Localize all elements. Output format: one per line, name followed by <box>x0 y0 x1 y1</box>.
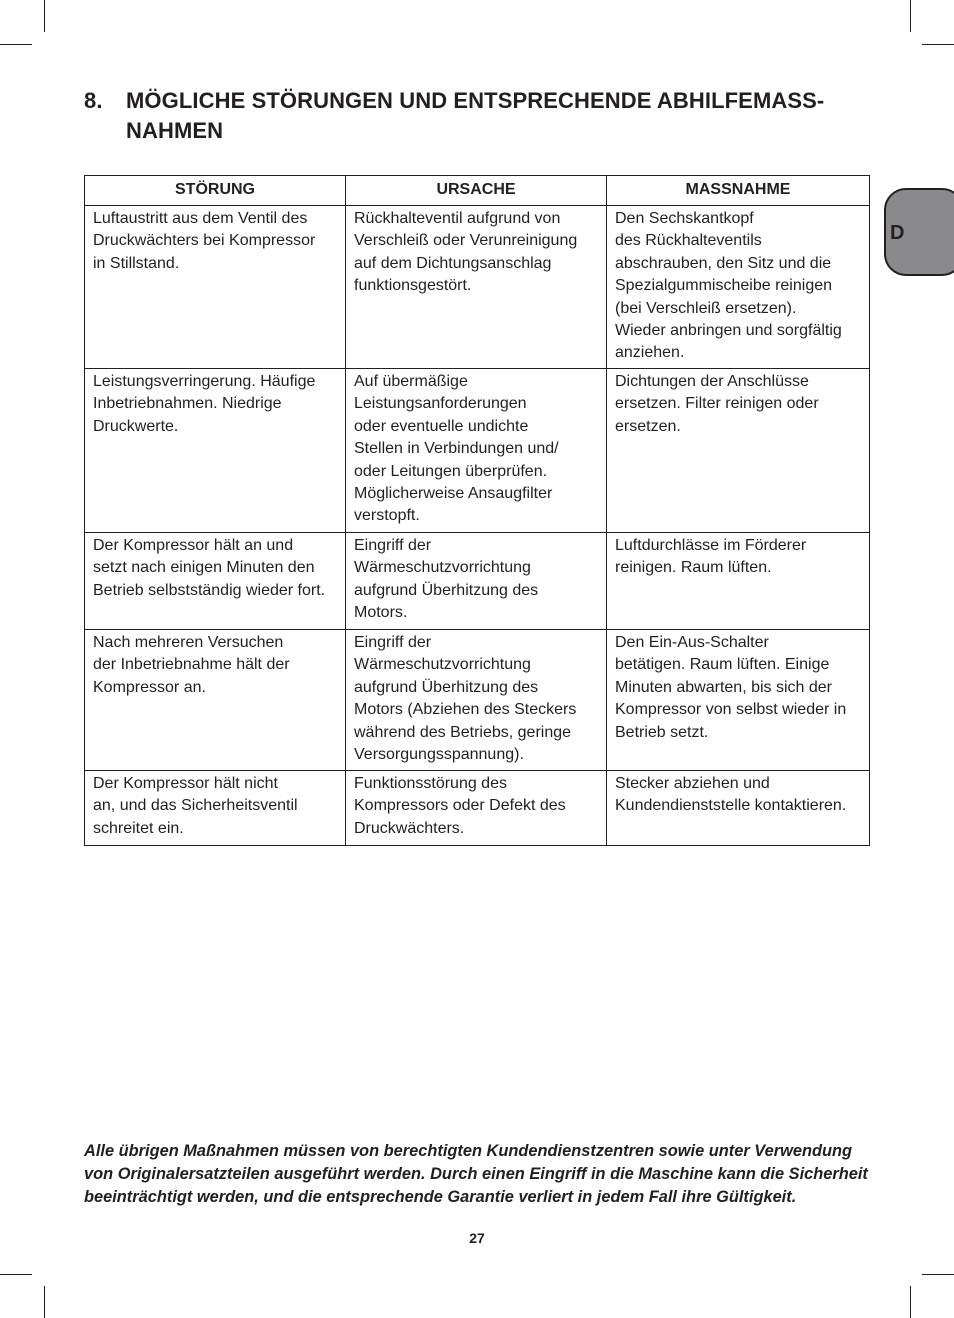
cell-text: Funktionsstörung des Kompressors oder Defekt des Druckwächters. <box>354 775 566 837</box>
cell-remedy <box>607 369 870 533</box>
table-row <box>85 533 870 630</box>
cell-cause <box>346 630 607 771</box>
table-row <box>85 771 870 846</box>
crop-mark <box>922 1274 954 1275</box>
crop-mark <box>0 1274 32 1275</box>
cell-text: Der Kompressor hält nicht an, und das Sicherheitsventil schreitet ein. <box>93 775 298 837</box>
table-row <box>85 206 870 369</box>
cell-text: Auf übermäßige Leistungsanforderungen oder eventuelle undichte Stellen in Verbindungen und/ oder Leitungen überprüfen. Möglicherweise Ansaugfilter verstopft. <box>354 373 559 525</box>
cell-fault <box>85 533 346 630</box>
table-header-row <box>85 176 870 206</box>
cell-cause <box>346 533 607 630</box>
cell-text: Den Sechskantkopf des Rückhalteventils abschrauben, den Sitz und die Spezialgummischeibe reinigen (bei Verschleiß ersetzen). Wieder anbringen und sorgfältig anziehen. <box>615 210 842 362</box>
cell-text: Eingriff der Wärmeschutzvorrichtung aufgrund Überhitzung des Motors (Abziehen des Steckers während des Betriebs, geringe Versorgungsspannung). <box>354 634 577 764</box>
section-number: 8. <box>84 88 103 113</box>
troubleshooting-table <box>84 175 870 846</box>
cell-text: Eingriff der Wärmeschutzvorrichtung aufgrund Überhitzung des Motors. <box>354 537 539 622</box>
section-title: MÖGLICHE STÖRUNGEN UND ENTSPRECHENDE ABHILFEMASS- NAHMEN <box>126 88 825 143</box>
cell-text: Der Kompressor hält an und setzt nach einigen Minuten den Betrieb selbstständig wieder fort. <box>93 537 326 599</box>
column-header-massnahme: MASSNAHME <box>607 176 870 206</box>
cell-cause <box>346 206 607 369</box>
cell-fault <box>85 369 346 533</box>
cell-remedy <box>607 206 870 369</box>
cell-text: Nach mehreren Versuchen der Inbetriebnahme hält der Kompressor an. <box>93 634 290 696</box>
section-heading <box>84 86 864 146</box>
crop-mark <box>922 44 954 45</box>
cell-text: Stecker abziehen und Kundendienststelle kontaktieren. <box>615 775 847 815</box>
crop-mark <box>44 1286 45 1318</box>
cell-fault <box>85 630 346 771</box>
cell-remedy <box>607 630 870 771</box>
cell-text: Leistungsverringerung. Häufige Inbetriebnahmen. Niedrige Druckwerte. <box>93 373 316 435</box>
cell-cause <box>346 771 607 846</box>
language-tab <box>884 188 954 276</box>
cell-text: Rückhalteventil aufgrund von Verschleiß oder Verunreinigung auf dem Dichtungsanschlag funktionsgestört. <box>354 210 578 295</box>
cell-fault <box>85 206 346 369</box>
footer-note: Alle übrigen Maßnahmen müssen von berechtigten Kundendienstzentren sowie unter Verwendung von Originalersatzteilen ausgeführt werden. Durch einen Eingriff in die Maschine kann die Sicherheit beeinträchtigt werden, und die entsprechende Garantie verliert in jedem Fall ihre Gültigkeit. <box>84 1142 868 1206</box>
crop-mark <box>910 1286 911 1318</box>
language-tab-label: D <box>890 222 905 244</box>
crop-mark <box>0 44 32 45</box>
table-row <box>85 630 870 771</box>
page-number: 27 <box>469 1230 485 1246</box>
column-header-ursache: URSACHE <box>346 176 607 206</box>
cell-text: Luftdurchlässe im Förderer reinigen. Raum lüften. <box>615 537 807 577</box>
cell-text: Den Ein-Aus-Schalter betätigen. Raum lüften. Einige Minuten abwarten, bis sich der Kompressor von selbst wieder in Betrieb setzt. <box>615 634 847 741</box>
table-row <box>85 369 870 533</box>
column-header-stoerung: STÖRUNG <box>85 176 346 206</box>
crop-mark <box>910 0 911 32</box>
cell-remedy <box>607 771 870 846</box>
cell-remedy <box>607 533 870 630</box>
cell-fault <box>85 771 346 846</box>
crop-mark <box>44 0 45 32</box>
cell-text: Luftaustritt aus dem Ventil des Druckwächters bei Kompressor in Stillstand. <box>93 210 316 272</box>
cell-cause <box>346 369 607 533</box>
cell-text: Dichtungen der Anschlüsse ersetzen. Filter reinigen oder ersetzen. <box>615 373 819 435</box>
